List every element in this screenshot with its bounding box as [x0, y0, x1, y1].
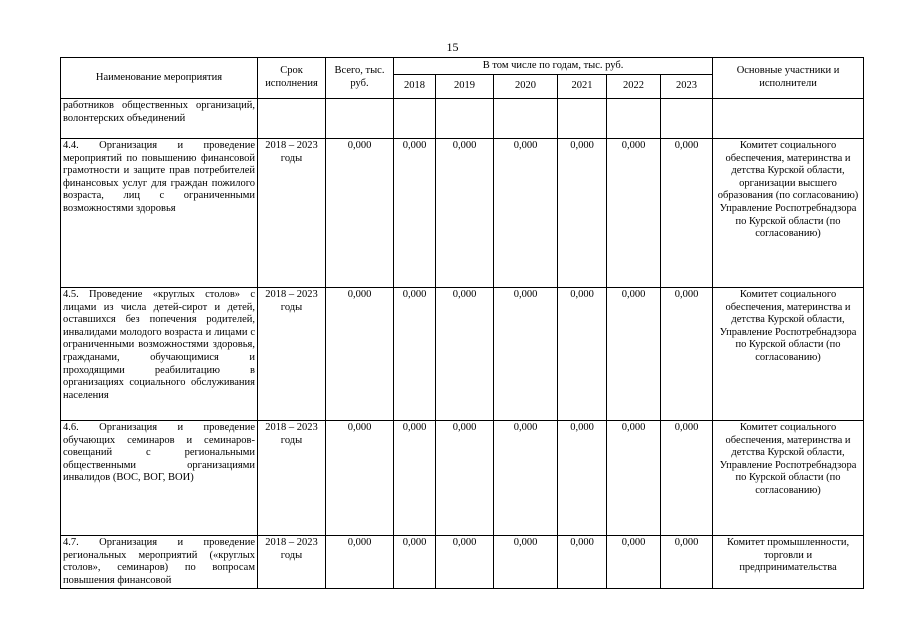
header-participants: Основные участники и исполнители — [713, 58, 864, 99]
cell-value: 0,000 — [394, 139, 436, 288]
header-year: 2021 — [558, 75, 607, 99]
table-row — [61, 536, 864, 589]
header-total: Всего, тыс. руб. — [326, 58, 394, 99]
cell-value: 0,000 — [661, 536, 713, 589]
cell-value: 0,000 — [607, 421, 661, 536]
cell-name: работников общественных организаций, волонтерских объединений — [61, 99, 258, 139]
cell-value: 0,000 — [394, 421, 436, 536]
cell-value: 0,000 — [607, 139, 661, 288]
cell-participants: Комитет социального обеспечения, материнства и детства Курской области, Управление Роспотребнадзора по Курской области (по согласованию) — [713, 421, 864, 536]
header-year: 2019 — [436, 75, 494, 99]
cell-value: 0,000 — [558, 139, 607, 288]
cell-name: 4.6. Организация и проведение обучающих семинаров и семинаров-совещаний с региональными общественными организациями инвалидов (ВОС, ВОГ, ВОИ) — [61, 421, 258, 536]
table-row — [61, 288, 864, 421]
cell-name: 4.7. Организация и проведение региональных мероприятий («круглых столов», семинаров) по вопросам повышения финансовой — [61, 536, 258, 589]
cell-term: 2018 – 2023 годы — [258, 421, 326, 536]
cell-total: 0,000 — [326, 536, 394, 589]
cell-value: 0,000 — [607, 288, 661, 421]
cell-value: 0,000 — [661, 421, 713, 536]
cell-total — [326, 99, 394, 139]
cell-participants: Комитет социального обеспечения, материнства и детства Курской области, организации высшего образования (по согласованию) Управление Роспотребнадзора по Курской области (по согласованию) — [713, 139, 864, 288]
cell-value — [394, 99, 436, 139]
cell-term: 2018 – 2023 годы — [258, 139, 326, 288]
cell-value — [661, 99, 713, 139]
cell-term: 2018 – 2023 годы — [258, 288, 326, 421]
cell-value: 0,000 — [494, 536, 558, 589]
cell-participants — [713, 99, 864, 139]
cell-value: 0,000 — [558, 536, 607, 589]
cell-value: 0,000 — [558, 421, 607, 536]
header-year: 2022 — [607, 75, 661, 99]
cell-name: 4.4. Организация и проведение мероприятий по повышению финансовой грамотности и защите прав потребителей финансовых услуг для граждан пожилого возраста, лиц с ограниченными возможностями здоровья — [61, 139, 258, 288]
cell-value: 0,000 — [494, 288, 558, 421]
page-number: 15 — [446, 40, 459, 54]
cell-term: 2018 – 2023 годы — [258, 536, 326, 589]
cell-value — [558, 99, 607, 139]
header-term: Срок исполнения — [258, 58, 326, 99]
cell-total: 0,000 — [326, 139, 394, 288]
cell-term — [258, 99, 326, 139]
table-row — [61, 139, 864, 288]
cell-value: 0,000 — [607, 536, 661, 589]
cell-value: 0,000 — [494, 421, 558, 536]
header-year: 2023 — [661, 75, 713, 99]
header-year: 2020 — [494, 75, 558, 99]
cell-value: 0,000 — [394, 536, 436, 589]
program-table — [60, 57, 864, 589]
cell-total: 0,000 — [326, 421, 394, 536]
header-by-years: В том числе по годам, тыс. руб. — [394, 58, 713, 75]
header-name: Наименование мероприятия — [61, 58, 258, 99]
cell-value: 0,000 — [661, 288, 713, 421]
header-year: 2018 — [394, 75, 436, 99]
cell-value: 0,000 — [436, 288, 494, 421]
cell-value: 0,000 — [394, 288, 436, 421]
cell-participants: Комитет промышленности, торговли и предпринимательства — [713, 536, 864, 589]
cell-value — [494, 99, 558, 139]
cell-value: 0,000 — [661, 139, 713, 288]
cell-value: 0,000 — [558, 288, 607, 421]
cell-participants: Комитет социального обеспечения, материнства и детства Курской области, Управление Роспотребнадзора по Курской области (по согласованию) — [713, 288, 864, 421]
cell-value: 0,000 — [436, 421, 494, 536]
cell-value: 0,000 — [436, 536, 494, 589]
cell-value: 0,000 — [494, 139, 558, 288]
cell-value: 0,000 — [436, 139, 494, 288]
cell-name: 4.5. Проведение «круглых столов» с лицами из числа детей-сирот и детей, оставшихся без попечения родителей, инвалидами молодого возраста и лицами с ограниченными возможностями здоровья, гражданами, обучающимися и проходящими реабилитацию в организациях социального обслуживания населения — [61, 288, 258, 421]
table-row — [61, 99, 864, 139]
cell-value — [607, 99, 661, 139]
cell-total: 0,000 — [326, 288, 394, 421]
cell-value — [436, 99, 494, 139]
header-row — [61, 58, 864, 75]
table-row — [61, 421, 864, 536]
